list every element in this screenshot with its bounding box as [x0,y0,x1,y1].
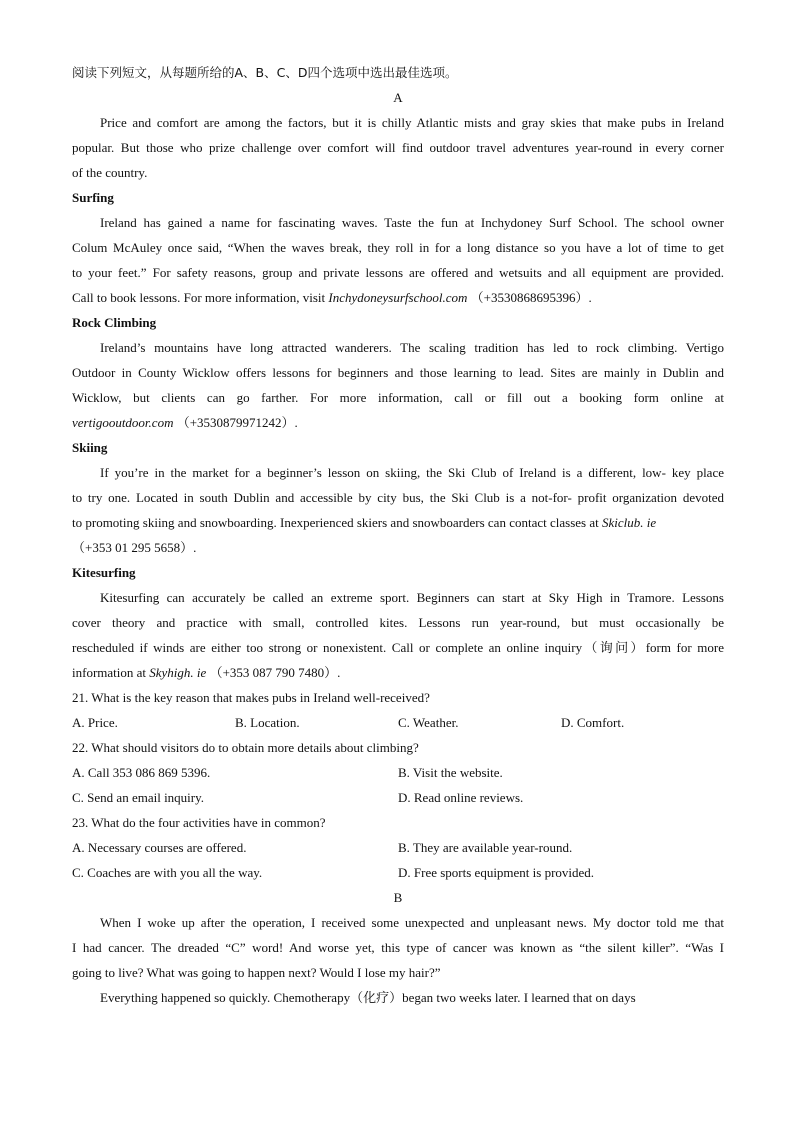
skiing-line: If you’re in the market for a beginner’s lesson on skiing, the Ski Club of Ireland is a different, low- key place [100,465,724,480]
kitesurfing-website: Skyhigh. ie [149,665,207,680]
kitesurfing-line: Kitesurfing can accurately be called an extreme sport. Beginners can start at Sky High in Tramore. Lessons [100,590,724,605]
climbing-line: Wicklow, but clients can go farther. For more information, call or fill out a booking form online at [72,390,724,405]
surfing-line: Ireland has gained a name for fascinating waves. Taste the fun at Inchydoney Surf School. The school owner [100,215,724,230]
climbing-contact-line [72,410,724,435]
option-b: B. They are available year-round. [398,840,573,855]
surfing-heading: Surfing [72,190,114,205]
surfing-line: Call to book lessons. For more information, visit [72,290,329,305]
passage-b-line: going to live? What was going to happen next? Would I lose my hair?” [72,965,441,980]
skiing-line: to promoting skiing and snowboarding. Inexperienced skiers and snowboarders can contact classes at [72,515,602,530]
option-d: D. Comfort. [561,715,625,730]
question-options [72,710,724,735]
intro-line: popular. But those who prize challenge over comfort will find outdoor travel adventures year-round in every corner [72,140,724,155]
skiing-line: to try one. Located in south Dublin and accessible by city bus, the Ski Club is a not-for- profit organization devoted [72,490,724,505]
passage-b-line: When I woke up after the operation, I received some unexpected and unpleasant news. My doctor told me that [100,915,724,930]
climbing-heading: Rock Climbing [72,315,157,330]
climbing-website: vertigooutdoor.com [72,415,174,430]
climbing-phone: （+3530879971242）. [173,415,298,430]
option-c: C. Send an email inquiry. [72,790,205,805]
intro-line: Price and comfort are among the factors, but it is chilly Atlantic mists and gray skies that make pubs in Ireland [100,115,724,130]
passage-b-line: I had cancer. The dreaded “C” word! And worse yet, this type of cancer was known as “the silent killer”. “Was I [72,940,724,955]
kitesurfing-heading: Kitesurfing [72,565,136,580]
surfing-phone: （+3530868695396）. [467,290,592,305]
kitesurfing-line: rescheduled if winds are either too strong or nonexistent. Call or complete an online inquiry（询问）form for more [72,640,724,655]
option-a: A. Necessary courses are offered. [72,840,247,855]
passage-a-label: A [393,90,403,105]
question-options [72,860,724,885]
exam-page [72,60,724,1010]
instruction: 阅读下列短文，从每题所给的A、B、C、D四个选项中选出最佳选项。 [72,65,458,80]
surfing-line: Colum McAuley once said, “When the waves break, they roll in for a long distance so you have a lot of time to get [72,240,724,255]
skiing-contact-line [72,510,724,535]
kitesurfing-phone: （+353 087 790 7480）. [206,665,341,680]
question-options [72,760,724,785]
question-stem: 22. What should visitors do to obtain more details about climbing? [72,740,419,755]
intro-line: of the country. [72,165,148,180]
climbing-line: Ireland’s mountains have long attracted wanderers. The scaling tradition has led to rock climbing. Vertigo [100,340,724,355]
surfing-website: Inchydoneysurfschool.com [328,290,468,305]
skiing-website: Skiclub. ie [601,515,657,530]
option-b: B. Visit the website. [398,765,503,780]
option-d: D. Read online reviews. [398,790,524,805]
passage-b-line: Everything happened so quickly. Chemotherapy（化疗）began two weeks later. I learned that on days [100,990,636,1005]
question-options [72,785,724,810]
skiing-phone: （+353 01 295 5658）. [72,540,197,555]
climbing-line: Outdoor in County Wicklow offers lessons for beginners and those learning to lead. Sites are mainly in Dublin and [72,365,724,380]
surfing-line: to your feet.” For safety reasons, group and private lessons are offered and wetsuits and all equipment are provided. [72,265,724,280]
kitesurfing-contact-line [72,660,724,685]
option-a: A. Price. [72,715,118,730]
option-c: C. Weather. [398,715,459,730]
option-d: D. Free sports equipment is provided. [398,865,595,880]
question-options [72,835,724,860]
kitesurfing-line: cover theory and practice with small, controlled kites. Lessons run year-round, but must occasionally be [72,615,724,630]
passage-b-label: B [393,890,403,905]
surfing-contact-line [72,285,724,310]
skiing-heading: Skiing [72,440,108,455]
option-c: C. Coaches are with you all the way. [72,865,263,880]
question-stem: 23. What do the four activities have in common? [72,815,326,830]
question-stem: 21. What is the key reason that makes pubs in Ireland well-received? [72,690,430,705]
kitesurfing-line: information at [72,665,150,680]
option-b: B. Location. [235,715,300,730]
option-a: A. Call 353 086 869 5396. [72,765,211,780]
